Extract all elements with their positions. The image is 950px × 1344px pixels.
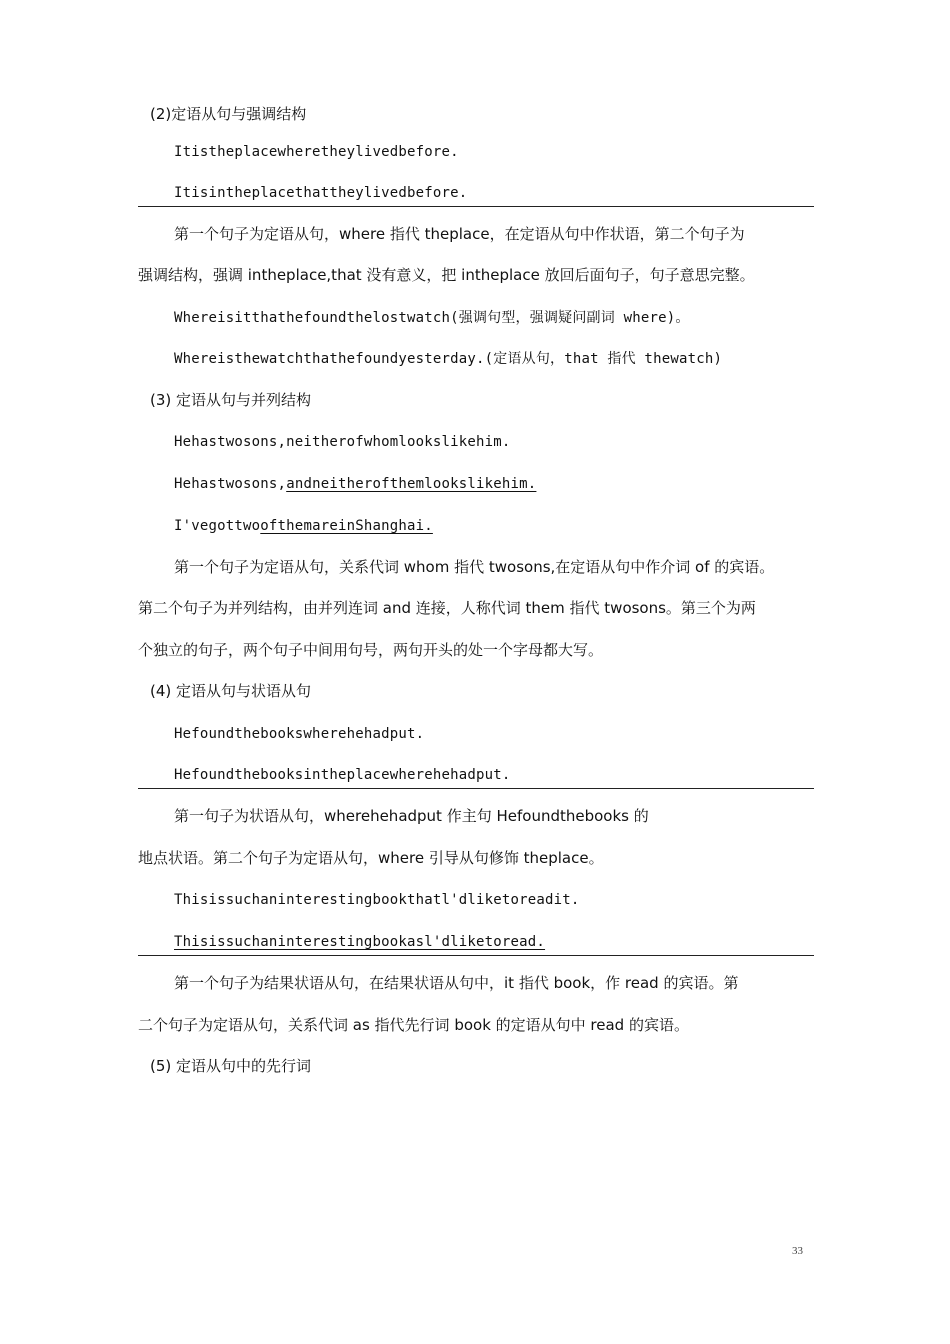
example-sentence-part: I'vegottwo [174, 518, 261, 534]
section-heading-5: (5) 定语从句中的先行词 [150, 1057, 312, 1075]
explanation-text: 第一个句子为结果状语从句，在结果状语从句中，it 指代 book，作 read 的宾语。第 [174, 974, 739, 992]
section-heading-4: (4) 定语从句与状语从句 [150, 682, 312, 700]
example-sentence [174, 474, 536, 494]
explanation-text: 个独立的句子，两个句子中间用句号，两句开头的处一个字母都大写。 [138, 641, 604, 659]
example-sentence: Hefoundthebookswherehehadput. [174, 726, 425, 742]
example-sentence: Itistheplacewheretheylivedbefore. [174, 144, 459, 160]
example-sentence: Whereisthewatchthathefoundyesterday.(定语从句，that 指代 thewatch) [174, 351, 723, 367]
example-sentence: Whereisitthathefoundthelostwatch(强调句型，强调疑问副词 where)。 [174, 310, 690, 326]
section-heading-3: (3) 定语从句与并列结构 [150, 391, 312, 409]
explanation-text: 地点状语。第二个句子为定语从句，where 引导从句修饰 theplace。 [138, 849, 604, 867]
divider-line [138, 206, 814, 207]
explanation-text: 第一句子为状语从句，wherehehadput 作主句 Hefoundthebooks 的 [174, 807, 649, 825]
example-sentence-part: Hehastwosons, [174, 476, 287, 492]
underlined-phrase: andneitherofthemlookslikehim. [286, 476, 537, 492]
explanation-text: 强调结构，强调 intheplace,that 没有意义，把 intheplace 放回后面句子，句子意思完整。 [138, 266, 755, 284]
page-number: 33 [792, 1245, 803, 1257]
example-sentence: Thisissuchaninterestingbookasl'dliketoread. [174, 934, 546, 950]
divider-line [138, 955, 814, 956]
example-sentence: Hehastwosons,neitherofwhomlookslikehim. [174, 434, 511, 450]
explanation-text: 二个句子为定语从句，关系代词 as 指代先行词 book 的定语从句中 read 的宾语。 [138, 1016, 689, 1034]
underlined-phrase: ofthemareinShanghai. [260, 518, 433, 534]
explanation-text: 第二个句子为并列结构，由并列连词 and 连接，人称代词 them 指代 twosons。第三个为两 [138, 599, 756, 617]
example-sentence: Hefoundthebooksintheplacewherehehadput. [174, 767, 511, 783]
divider-line [138, 788, 814, 789]
example-sentence: Itisintheplacethattheylivedbefore. [174, 185, 468, 201]
example-sentence: Thisissuchaninterestingbookthatl'dliketoreadit. [174, 892, 580, 908]
explanation-text: 第一个句子为定语从句，关系代词 whom 指代 twosons,在定语从句中作介词 of 的宾语。 [174, 558, 775, 576]
section-heading-2: (2)定语从句与强调结构 [150, 105, 307, 123]
example-sentence [174, 516, 433, 536]
explanation-text: 第一个句子为定语从句，where 指代 theplace，在定语从句中作状语，第二个句子为 [174, 225, 745, 243]
